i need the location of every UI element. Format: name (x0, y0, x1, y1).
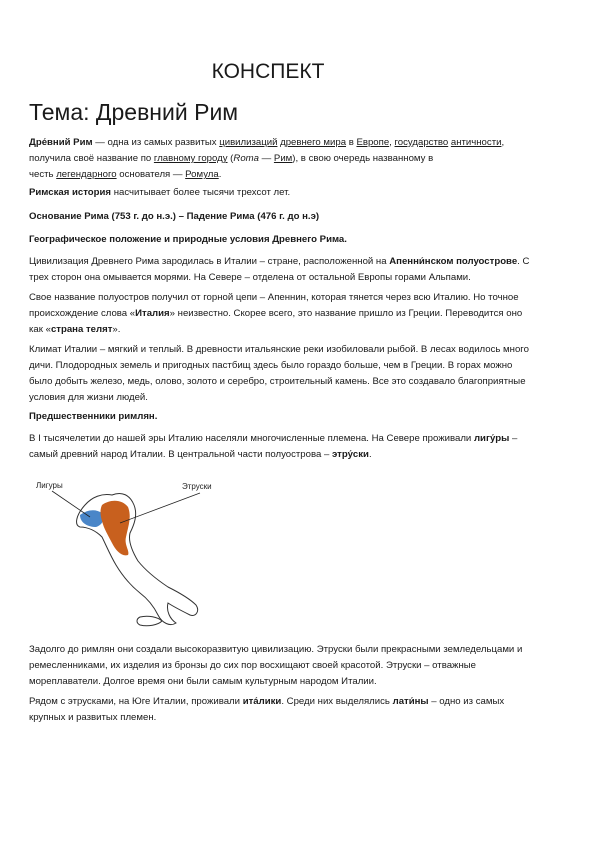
term-ancient-rome: Дре́вний Рим (29, 137, 93, 148)
link-legendary[interactable]: легендарного (56, 169, 117, 180)
sicily-outline (137, 616, 162, 626)
ligur-pointer-line (52, 491, 90, 517)
link-state[interactable]: государство (394, 137, 449, 148)
link-rome[interactable]: Рим (273, 153, 293, 164)
topic-heading: Тема: Древний Рим (29, 99, 239, 125)
name-origin-paragraph: Свое название полуостров получил от горной цепи – Апеннин, которая тянется через всю Италию. Но точное происхождение слова «Италия» неизвестно. Скорее всего, это название пришло из Греции. Переводится оно как «страна телят». (29, 292, 523, 335)
link-antiquity[interactable]: античности (450, 137, 502, 148)
roma-latin: Roma (233, 153, 259, 164)
link-main-city[interactable]: главному городу (153, 153, 228, 164)
south-paragraph: Рядом с этрусками, на Юге Италии, проживали ита́лики. Среди них выделялись лати́ны – одно из самых крупных и развитых племен. (29, 696, 505, 723)
geo-heading: Географическое положение и природные условия Древнего Рима. (29, 234, 347, 245)
tribes-paragraph: В I тысячелетии до нашей эры Италию населяли многочисленные племена. На Севере проживали лигу́ры – самый древний народ Италии. В центральной части полуострова – этру́ски. (29, 433, 518, 460)
document-title: КОНСПЕКТ (211, 60, 325, 83)
label-ligurians: Лигуры (36, 481, 63, 490)
founding-dates: Основание Рима (753 г. до н.э.) – Падение Рима (476 г. до н.э) (29, 211, 320, 222)
italy-map (30, 475, 240, 630)
italy-paragraph: Цивилизация Древнего Рима зародилась в Италии – стране, расположенной на Апенни́нском полуострове. С трех сторон она омывается морями. На Севере – отделена от остальной Европы горами Альпами. (29, 256, 530, 283)
link-ancient-world[interactable]: древнего мира (280, 137, 347, 148)
climate-paragraph: Климат Италии – мягкий и теплый. В древности итальянские реки изобиловали рыбой. В лесах водилось много дичи. Плодородных земель и пригодных пастбищ здесь было гораздо больше, чем в Греции. В горах можно было добыть железо, медь, олово, золото и серебро, строительный камень. Все это создавало благоприятные условия для жизни людей. (29, 344, 529, 403)
predecessors-heading: Предшественники римлян. (29, 411, 158, 422)
link-europe[interactable]: Европе (356, 137, 390, 148)
intro-paragraph: Дре́вний Рим — одна из самых развитых цивилизаций древнего мира в Европе, государство античности, получила своё название по главному городу (Roma — Рим), в свою очередь названному в честь легендарного основателя — Ромула. (29, 137, 505, 180)
link-romulus[interactable]: Ромула (185, 169, 219, 180)
etruria-region (101, 501, 130, 556)
link-civilizations[interactable]: цивилизаций (219, 137, 278, 148)
label-etruscans: Этруски (182, 482, 212, 491)
etruscans-paragraph: Задолго до римлян они создали высокоразвитую цивилизацию. Этруски были прекрасными земледельцами и ремесленниками, их изделия из бронзы до сих пор восхищают своей красотой. Этруски – отважные мореплаватели. Долгое время они были самым культурным народом Италии. (29, 644, 523, 687)
history-paragraph: Римская история насчитывает более тысячи трехсот лет. (29, 187, 291, 198)
